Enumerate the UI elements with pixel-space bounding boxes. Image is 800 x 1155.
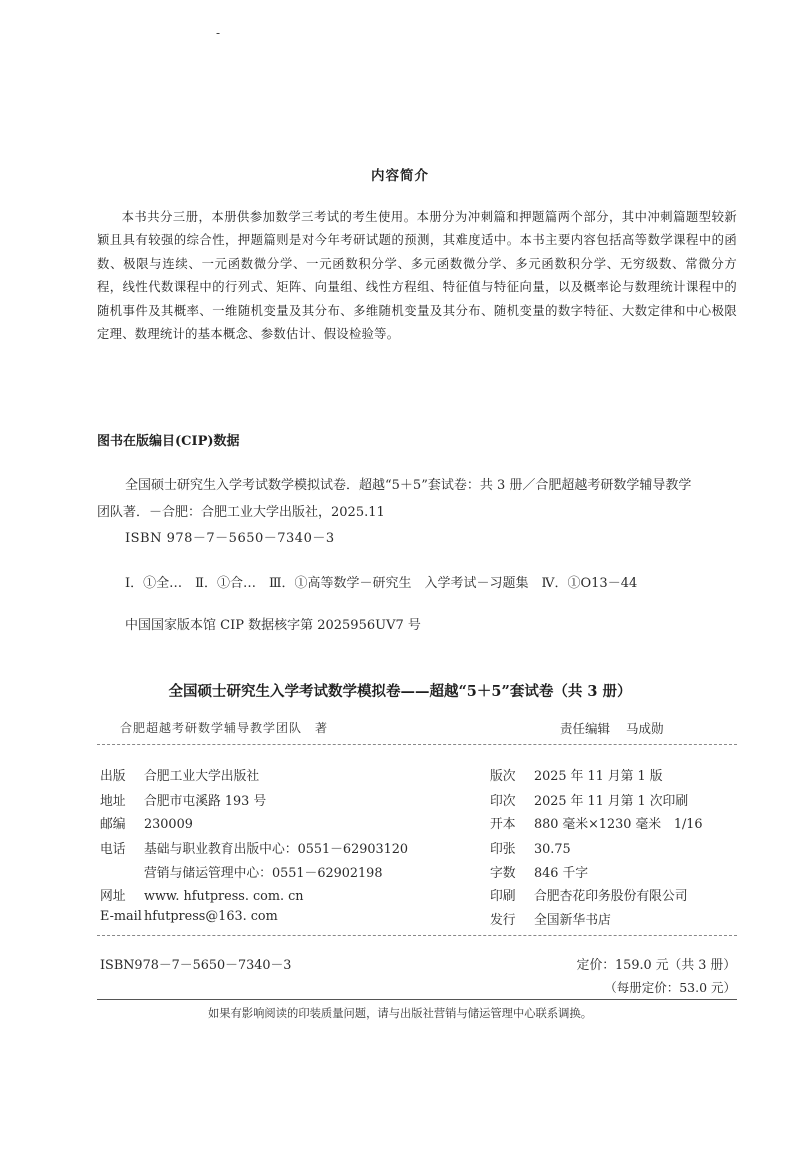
cip-line-2: 团队著．－合肥：合肥工业大学出版社，2025.11 bbox=[97, 505, 385, 520]
field-label: 地址 bbox=[100, 794, 126, 809]
field-label: 印次 bbox=[490, 794, 516, 809]
field-value: 合肥工业大学出版社 bbox=[144, 769, 260, 784]
responsible-editor bbox=[560, 719, 664, 737]
field-label: 出版 bbox=[100, 769, 126, 784]
field-value: 230009 bbox=[144, 817, 193, 832]
divider-top bbox=[97, 744, 737, 745]
field-word-count bbox=[490, 862, 588, 881]
divider-middle bbox=[97, 935, 737, 936]
field-distributor bbox=[490, 909, 611, 928]
top-mark: - bbox=[216, 26, 221, 40]
field-label: 网址 bbox=[100, 889, 126, 904]
cip-heading: 图书在版编目(CIP)数据 bbox=[97, 434, 240, 449]
price-per-volume: （每册定价：53.0 元） bbox=[604, 980, 736, 995]
field-value: 营销与储运管理中心：0551－62902198 bbox=[144, 866, 383, 881]
field-publisher bbox=[100, 765, 259, 784]
field-value: 30.75 bbox=[534, 842, 571, 857]
field-label: 字数 bbox=[490, 866, 516, 881]
price: 定价：159.0 元（共 3 册） bbox=[576, 958, 736, 973]
field-value: 全国新华书店 bbox=[534, 913, 611, 928]
field-value: 合肥市屯溪路 193 号 bbox=[144, 794, 267, 809]
field-label: 印刷 bbox=[490, 889, 516, 904]
field-label: E-mail bbox=[100, 909, 142, 924]
field-label: 开本 bbox=[490, 817, 516, 832]
footer-isbn: ISBN978－7－5650－7340－3 bbox=[100, 958, 292, 973]
field-value: 846 千字 bbox=[534, 866, 589, 881]
field-sheets bbox=[490, 838, 571, 857]
field-phone bbox=[100, 838, 408, 857]
cip-line-1: 全国硕士研究生入学考试数学模拟试卷．超越“5＋5”套试卷：共 3 册／合肥超越考研数学辅导教学 bbox=[125, 478, 692, 493]
field-postcode bbox=[100, 813, 193, 832]
editor-label: 责任编辑 bbox=[560, 721, 611, 736]
field-printer bbox=[490, 885, 688, 904]
field-label: 版次 bbox=[490, 769, 516, 784]
field-value: 2025 年 11 月第 1 版 bbox=[534, 769, 663, 784]
cip-record-number: 中国国家版本馆 CIP 数据核字第 2025956UV7 号 bbox=[125, 618, 421, 633]
field-printing bbox=[490, 790, 688, 809]
field-website bbox=[100, 885, 304, 904]
intro-title: 内容简介 bbox=[371, 168, 429, 184]
field-value: 2025 年 11 月第 1 次印刷 bbox=[534, 794, 689, 809]
cip-classification: Ⅰ．①全… Ⅱ．①合… Ⅲ．①高等数学－研究生 入学考试－习题集 Ⅳ．①O13－44 bbox=[125, 576, 638, 591]
field-label: 邮编 bbox=[100, 817, 126, 832]
field-value: 合肥杏花印务股份有限公司 bbox=[534, 889, 688, 904]
field-format bbox=[490, 813, 703, 832]
field-address bbox=[100, 790, 266, 809]
email-link[interactable]: hfutpress@163. com bbox=[144, 909, 278, 924]
cip-isbn: ISBN 978－7－5650－7340－3 bbox=[125, 531, 335, 546]
field-value: 基础与职业教育出版中心：0551－62903120 bbox=[144, 842, 409, 857]
editor-name: 马成勋 bbox=[626, 721, 664, 736]
quality-notice: 如果有影响阅读的印装质量问题，请与出版社营销与储运管理中心联系调换。 bbox=[207, 1007, 593, 1020]
divider-bottom bbox=[97, 999, 737, 1000]
book-title: 全国硕士研究生入学考试数学模拟卷——超越“5＋5”套试卷（共 3 册） bbox=[168, 683, 632, 700]
website-link[interactable]: www. hfutpress. com. cn bbox=[144, 889, 304, 904]
field-value: 880 毫米×1230 毫米 1/16 bbox=[534, 817, 703, 832]
field-label: 印张 bbox=[490, 842, 516, 857]
field-label: 电话 bbox=[100, 842, 126, 857]
author-line: 合肥超越考研数学辅导教学团队 著 bbox=[120, 721, 329, 735]
field-phone-2 bbox=[144, 862, 382, 881]
field-edition bbox=[490, 765, 663, 784]
field-email bbox=[100, 909, 278, 924]
intro-body: 本书共分三册，本册供参加数学三考试的考生使用。本册分为冲刺篇和押题篇两个部分，其中冲刺篇题型较新颖且具有较强的综合性，押题篇则是对今年考研试题的预测，其难度适中。本书主要内容包括高等数学课程中的函数、极限与连续、一元函数微分学、一元函数积分学、多元函数微分学、多元函数积分学、无穷级数、常微分方程，线性代数课程中的行列式、矩阵、向量组、线性方程组、特征值与特征向量，以及概率论与数理统计课程中的随机事件及其概率、一维随机变量及其分布、多维随机变量及其分布、随机变量的数字特征、大数定律和中心极限定理、数理统计的基本概念、参数估计、假设检验等。 bbox=[97, 210, 737, 342]
field-label: 发行 bbox=[490, 913, 516, 928]
